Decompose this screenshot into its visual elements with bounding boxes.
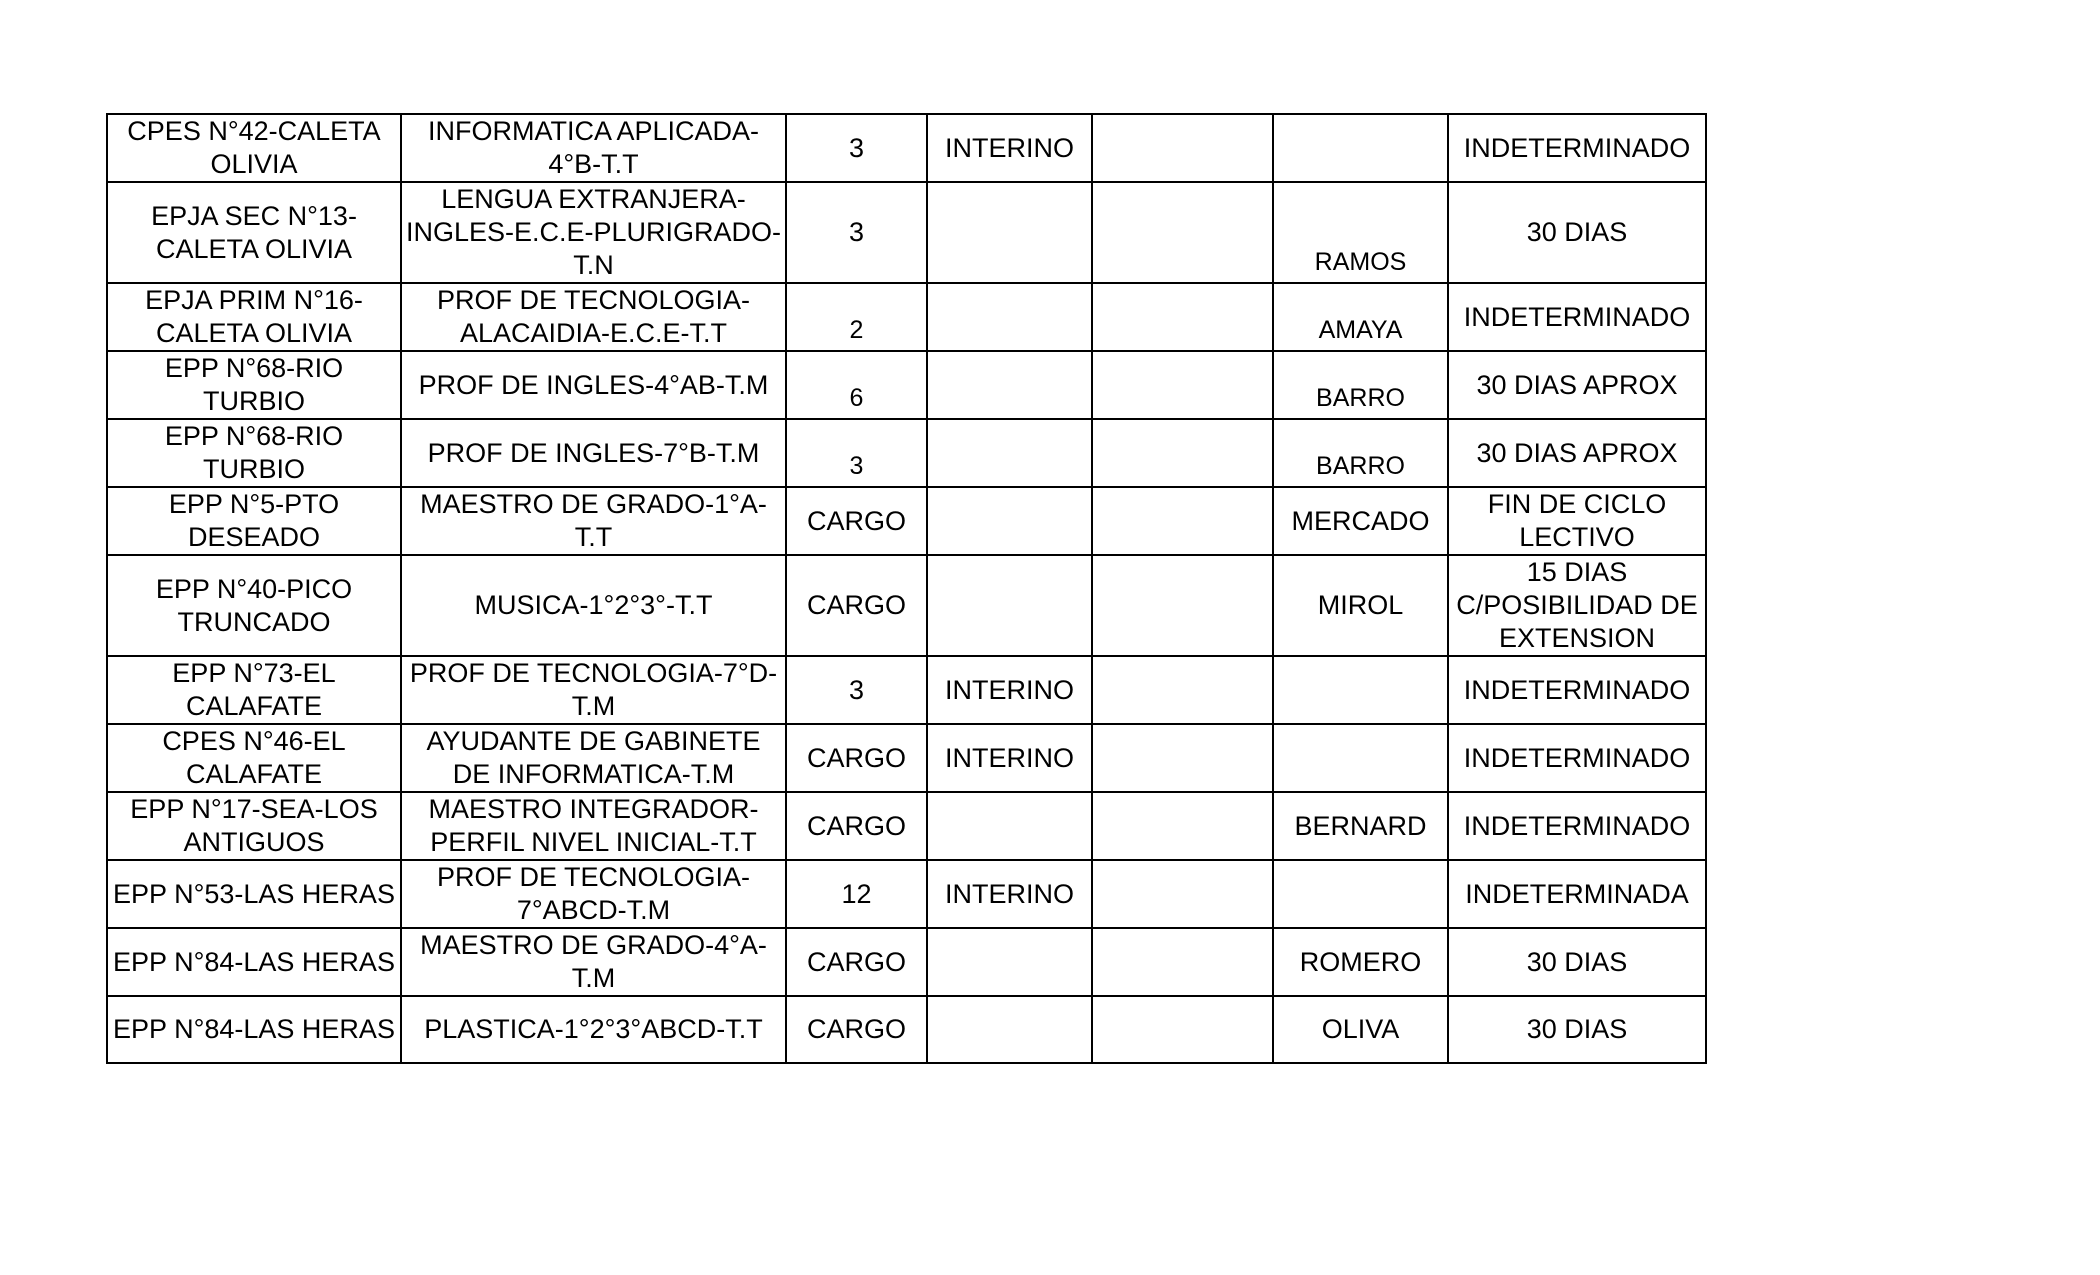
teacher-name: BARRO xyxy=(1316,452,1405,480)
teacher-cell: MIROL xyxy=(1273,555,1448,656)
subject-cell: MUSICA-1°2°3°-T.T xyxy=(401,555,786,656)
duration-cell: 30 DIAS xyxy=(1448,996,1706,1063)
hours-cell: CARGO xyxy=(786,792,927,860)
table-row xyxy=(107,724,1706,792)
subject-cell: PROF DE TECNOLOGIA-ALACAIDIA-E.C.E-T.T xyxy=(401,283,786,351)
subject-cell: PROF DE TECNOLOGIA-7°ABCD-T.M xyxy=(401,860,786,928)
school-cell: EPP N°73-EL CALAFATE xyxy=(107,656,401,724)
status-cell xyxy=(927,928,1092,996)
teacher-cell xyxy=(1273,114,1448,182)
teacher-cell xyxy=(1273,351,1448,419)
table-row xyxy=(107,182,1706,283)
table-row xyxy=(107,487,1706,555)
hours-cell: 3 xyxy=(786,114,927,182)
duration-cell: INDETERMINADO xyxy=(1448,114,1706,182)
hours-cell xyxy=(786,351,927,419)
duration-cell: 30 DIAS xyxy=(1448,182,1706,283)
duration-cell: 30 DIAS APROX xyxy=(1448,419,1706,487)
status-cell: INTERINO xyxy=(927,860,1092,928)
empty-cell xyxy=(1092,724,1273,792)
teacher-name: AMAYA xyxy=(1318,316,1403,344)
table-row xyxy=(107,555,1706,656)
duration-cell: INDETERMINADO xyxy=(1448,283,1706,351)
teacher-cell xyxy=(1273,182,1448,283)
school-cell: EPP N°53-LAS HERAS xyxy=(107,860,401,928)
school-cell: CPES N°42-CALETA OLIVIA xyxy=(107,114,401,182)
duration-cell: FIN DE CICLO LECTIVO xyxy=(1448,487,1706,555)
hours-cell xyxy=(786,283,927,351)
subject-cell: INFORMATICA APLICADA-4°B-T.T xyxy=(401,114,786,182)
teacher-cell: ROMERO xyxy=(1273,928,1448,996)
status-cell xyxy=(927,283,1092,351)
duration-cell: 30 DIAS xyxy=(1448,928,1706,996)
school-cell: CPES N°46-EL CALAFATE xyxy=(107,724,401,792)
subject-cell: PROF DE INGLES-4°AB-T.M xyxy=(401,351,786,419)
hours-cell: 12 xyxy=(786,860,927,928)
hours-cell: CARGO xyxy=(786,928,927,996)
school-cell: EPP N°68-RIO TURBIO xyxy=(107,419,401,487)
status-cell xyxy=(927,555,1092,656)
subject-cell: MAESTRO DE GRADO-1°A-T.T xyxy=(401,487,786,555)
school-cell: EPP N°84-LAS HERAS xyxy=(107,928,401,996)
teacher-cell xyxy=(1273,419,1448,487)
school-cell: EPP N°84-LAS HERAS xyxy=(107,996,401,1063)
subject-cell: PROF DE INGLES-7°B-T.M xyxy=(401,419,786,487)
subject-cell: PROF DE TECNOLOGIA-7°D-T.M xyxy=(401,656,786,724)
status-cell xyxy=(927,487,1092,555)
hours-cell: 3 xyxy=(786,656,927,724)
hours-value: 3 xyxy=(849,452,864,480)
subject-cell: PLASTICA-1°2°3°ABCD-T.T xyxy=(401,996,786,1063)
empty-cell xyxy=(1092,656,1273,724)
table-row xyxy=(107,928,1706,996)
status-cell xyxy=(927,792,1092,860)
status-cell: INTERINO xyxy=(927,724,1092,792)
vacancies-table xyxy=(106,113,1707,1064)
hours-cell: 3 xyxy=(786,182,927,283)
teacher-cell xyxy=(1273,724,1448,792)
teacher-cell: OLIVA xyxy=(1273,996,1448,1063)
teacher-name: BARRO xyxy=(1316,384,1405,412)
empty-cell xyxy=(1092,928,1273,996)
empty-cell xyxy=(1092,283,1273,351)
table-row xyxy=(107,996,1706,1063)
teacher-cell xyxy=(1273,656,1448,724)
table-row xyxy=(107,792,1706,860)
empty-cell xyxy=(1092,860,1273,928)
teacher-cell: BERNARD xyxy=(1273,792,1448,860)
hours-cell xyxy=(786,419,927,487)
duration-cell: INDETERMINADO xyxy=(1448,656,1706,724)
hours-cell: CARGO xyxy=(786,724,927,792)
hours-cell: CARGO xyxy=(786,555,927,656)
hours-value: 2 xyxy=(849,316,864,344)
table-row xyxy=(107,351,1706,419)
teacher-cell: MERCADO xyxy=(1273,487,1448,555)
status-cell xyxy=(927,182,1092,283)
empty-cell xyxy=(1092,182,1273,283)
table-row xyxy=(107,860,1706,928)
duration-cell: INDETERMINADO xyxy=(1448,724,1706,792)
teacher-cell xyxy=(1273,283,1448,351)
empty-cell xyxy=(1092,351,1273,419)
school-cell: EPP N°17-SEA-LOS ANTIGUOS xyxy=(107,792,401,860)
school-cell: EPJA SEC N°13-CALETA OLIVIA xyxy=(107,182,401,283)
empty-cell xyxy=(1092,792,1273,860)
hours-value: 6 xyxy=(849,384,864,412)
status-cell: INTERINO xyxy=(927,656,1092,724)
status-cell xyxy=(927,351,1092,419)
table-row xyxy=(107,419,1706,487)
school-cell: EPP N°5-PTO DESEADO xyxy=(107,487,401,555)
school-cell: EPP N°68-RIO TURBIO xyxy=(107,351,401,419)
status-cell xyxy=(927,996,1092,1063)
teacher-cell xyxy=(1273,860,1448,928)
table-row xyxy=(107,656,1706,724)
table-row xyxy=(107,283,1706,351)
duration-cell: INDETERMINADO xyxy=(1448,792,1706,860)
table-row xyxy=(107,114,1706,182)
duration-cell: INDETERMINADA xyxy=(1448,860,1706,928)
status-cell: INTERINO xyxy=(927,114,1092,182)
duration-cell: 30 DIAS APROX xyxy=(1448,351,1706,419)
empty-cell xyxy=(1092,996,1273,1063)
empty-cell xyxy=(1092,114,1273,182)
hours-cell: CARGO xyxy=(786,487,927,555)
school-cell: EPJA PRIM N°16-CALETA OLIVIA xyxy=(107,283,401,351)
status-cell xyxy=(927,419,1092,487)
empty-cell xyxy=(1092,487,1273,555)
empty-cell xyxy=(1092,419,1273,487)
duration-cell: 15 DIAS C/POSIBILIDAD DE EXTENSION xyxy=(1448,555,1706,656)
school-cell: EPP N°40-PICO TRUNCADO xyxy=(107,555,401,656)
subject-cell: MAESTRO DE GRADO-4°A-T.M xyxy=(401,928,786,996)
empty-cell xyxy=(1092,555,1273,656)
hours-cell: CARGO xyxy=(786,996,927,1063)
subject-cell: AYUDANTE DE GABINETE DE INFORMATICA-T.M xyxy=(401,724,786,792)
subject-cell: LENGUA EXTRANJERA-INGLES-E.C.E-PLURIGRADO-T.N xyxy=(401,182,786,283)
subject-cell: MAESTRO INTEGRADOR-PERFIL NIVEL INICIAL-T.T xyxy=(401,792,786,860)
teacher-name: RAMOS xyxy=(1314,248,1407,276)
